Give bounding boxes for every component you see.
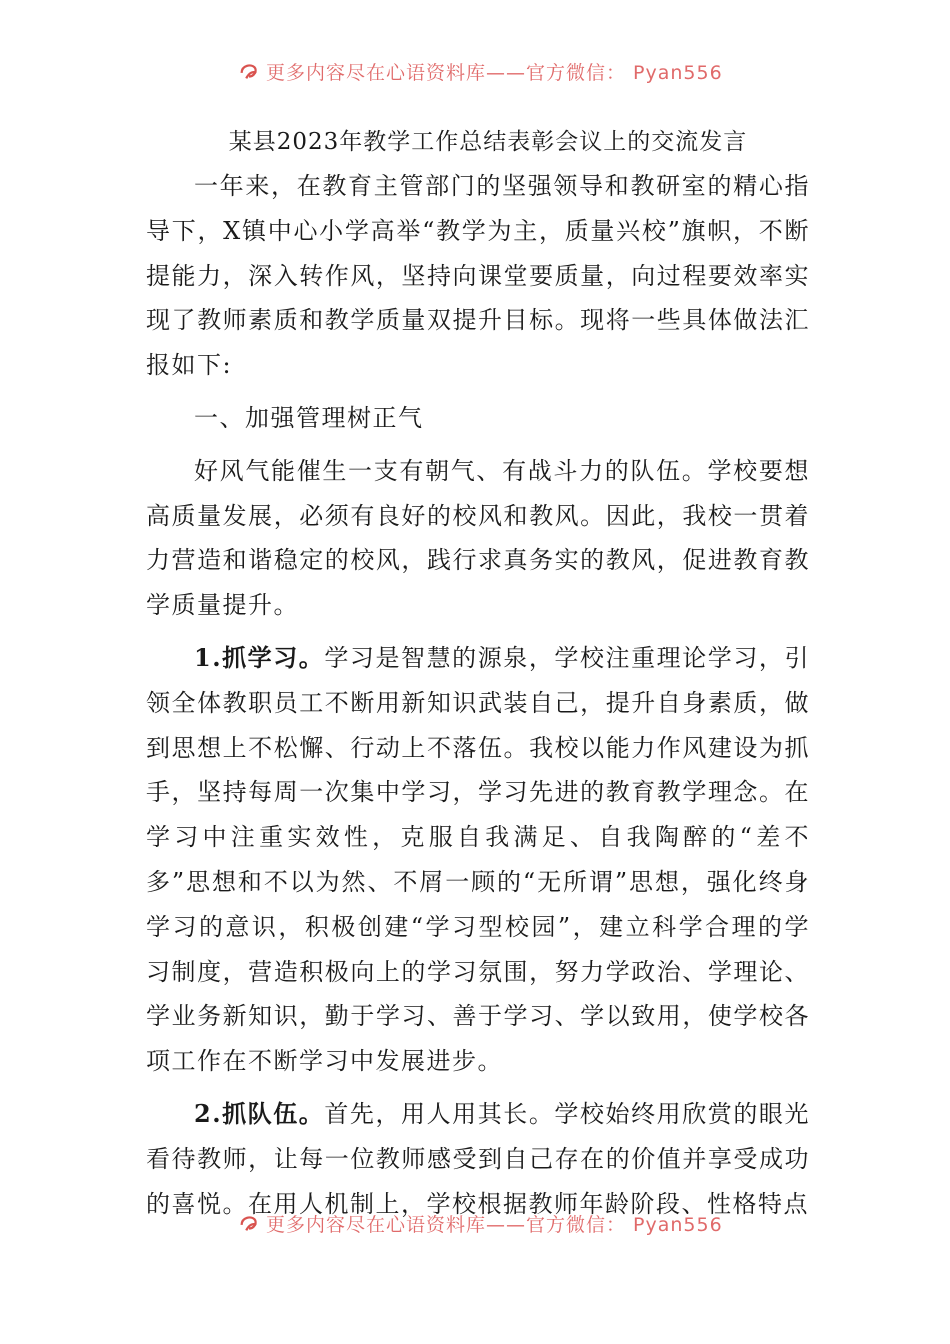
item-1-label: 1.抓学习。 (194, 642, 325, 672)
section-heading: 一、加强管理树正气 (194, 403, 424, 432)
watermark-footer (238, 1210, 723, 1236)
intro-paragraph: 一年来，在教育主管部门的坚强领导和教研室的精心指导下，X镇中心小学高举“教学为主，质量兴校”旗帜，不断提能力，深入转作风，坚持向课堂要质量，向过程要效率实现了教师素质和教学质量双提升目标。现将一些具体做法汇报如下: (146, 172, 810, 380)
item-2-label: 2.抓队伍。 (194, 1098, 325, 1128)
logo-icon (238, 60, 260, 82)
watermark-text: 更多内容尽在心语资料库——官方微信： Pyan556 (266, 1213, 723, 1236)
document-body (146, 120, 810, 1226)
item-1-text: 学习是智慧的源泉，学校注重理论学习，引领全体教职员工不断用新知识武装自己，提升自身素质，做到思想上不松懈、行动上不落伍。我校以能力作风建设为抓手，坚持每周一次集中学习，学习先进的教育教学理念。在学习中注重实效性，克服自我满足、自我陶醉的“差不多”思想和不以为然、不屑一顾的“无所谓”思想，强化终身学习的意识，积极创建“学习型校园”，建立科学合理的学习制度，营造积极向上的学习氛围，努力学政治、学理论、学业务新知识，勤于学习、善于学习、学以致用，使学校各项工作在不断学习中发展进步。 (146, 643, 810, 1076)
document-title: 某县2023年教学工作总结表彰会议上的交流发言 (228, 129, 748, 155)
logo-icon (238, 1212, 260, 1234)
item-1-paragraph (146, 636, 810, 1084)
watermark-header (238, 58, 723, 84)
watermark-text: 更多内容尽在心语资料库——官方微信： Pyan556 (266, 61, 723, 84)
item-2-paragraph (146, 1092, 810, 1226)
item-2-text: 首先，用人用其长。学校始终用欣赏的眼光看待教师，让每一位教师感受到自己存在的价值并享受成功的喜悦。在用人机制上，学校根据教师年龄阶段、性格特点 (146, 1099, 810, 1218)
section-paragraph: 好风气能催生一支有朝气、有战斗力的队伍。学校要想高质量发展，必须有良好的校风和教风。因此，我校一贯着力营造和谐稳定的校风，践行求真务实的教风，促进教育教学质量提升。 (146, 456, 810, 620)
